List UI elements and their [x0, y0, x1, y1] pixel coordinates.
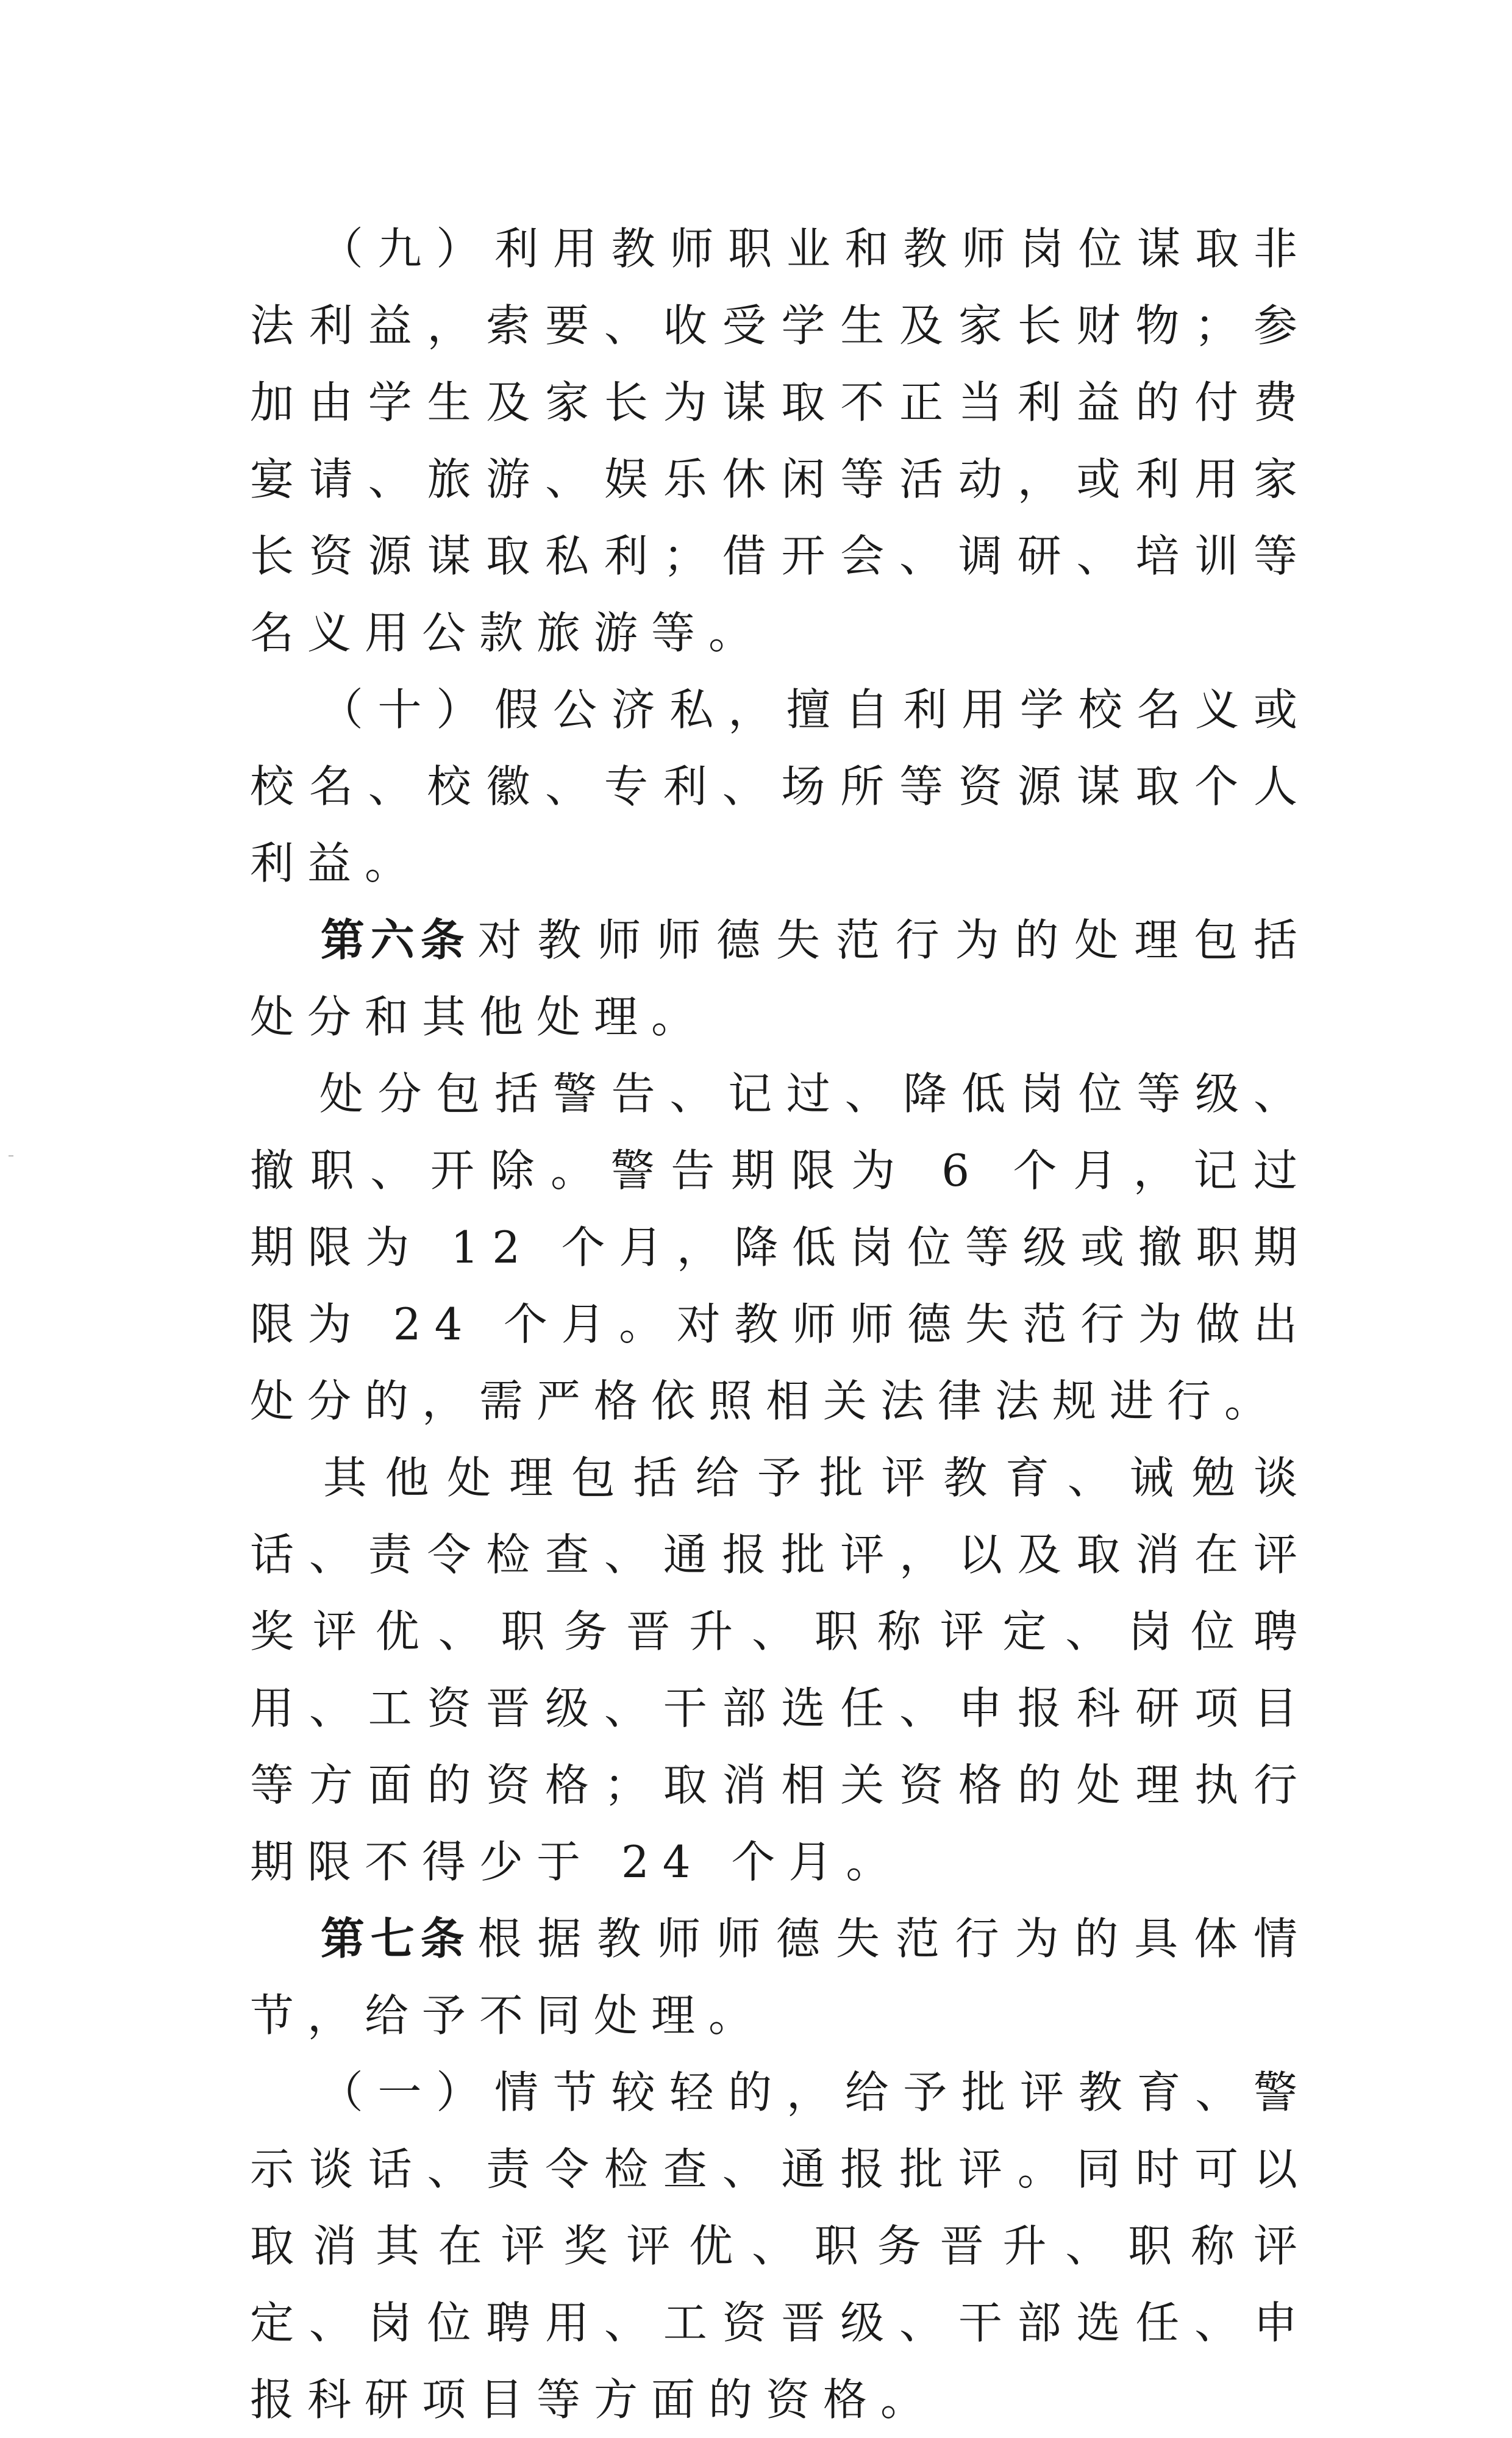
paragraph-text: 对教师师德失范行为的处理包括处分和其他处理。 [250, 914, 1311, 1043]
paragraph-text: 根据教师师德失范行为的具体情节，给予不同处理。 [250, 1913, 1311, 2041]
paragraph-text: （一）情节较轻的，给予批评教育、警示谈话、责令检查、通报批评。同时可以取消其在评奖评优、职务晋升、职称评定、岗位聘用、工资晋级、干部选任、申报科研项目等方面的资格。 [250, 2067, 1311, 2425]
paragraph-text: 处分包括警告、记过、降低岗位等级、撤职、开除。警告期限为 6 个月，记过期限为 12 个月，降低岗位等级或撤职期限为 24 个月。对教师师德失范行为做出处分的，需严格依照相关法律法规进行。 [250, 1068, 1311, 1427]
paragraph-sanctions [250, 1055, 1311, 1439]
paragraph-minor-case [250, 2054, 1311, 2438]
document-body [250, 210, 1311, 2438]
paragraph-text: （九）利用教师职业和教师岗位谋取非法利益，索要、收受学生及家长财物；参加由学生及家长为谋取不正当利益的付费宴请、旅游、娱乐休闲等活动，或利用家长资源谋取私利；借开会、调研、培训等名义用公款旅游等。 [250, 223, 1311, 658]
article-heading: 第六条 [318, 914, 471, 966]
article-heading: 第七条 [318, 1913, 471, 1964]
paragraph-article-7 [250, 1900, 1311, 2054]
paragraph-item-10 [250, 671, 1311, 902]
scan-edge-mark [9, 1155, 13, 1157]
paragraph-text: （十）假公济私，擅自利用学校名义或校名、校徽、专利、场所等资源谋取个人利益。 [250, 684, 1311, 889]
paragraph-text: 其他处理包括给予批评教育、诫勉谈话、责令检查、通报批评，以及取消在评奖评优、职务晋升、职称评定、岗位聘用、工资晋级、干部选任、申报科研项目等方面的资格；取消相关资格的处理执行期限不得少于 24 个月。 [250, 1452, 1311, 1887]
paragraph-article-6 [250, 902, 1311, 1055]
paragraph-other-handling [250, 1439, 1311, 1900]
paragraph-item-9 [250, 210, 1311, 671]
